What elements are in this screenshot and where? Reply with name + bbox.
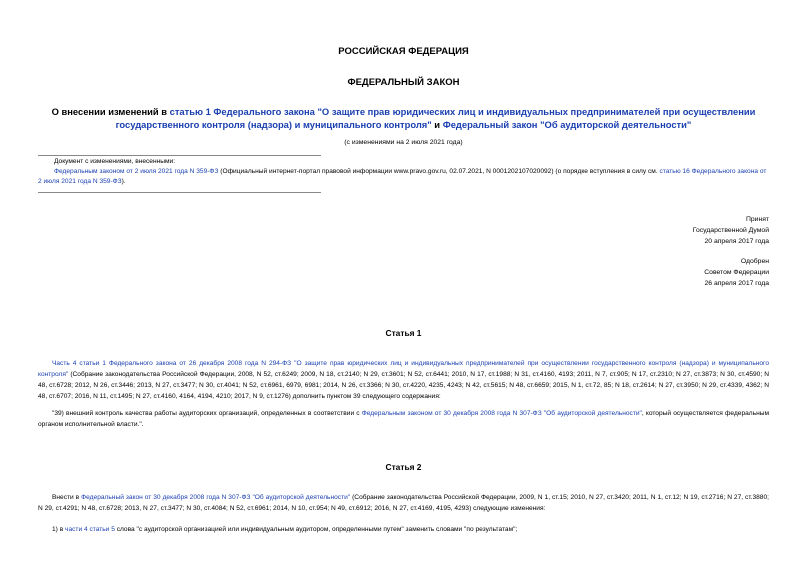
- divider-bottom: [38, 192, 321, 193]
- article2-paragraph1-text: (Собрание законодательства Российской Федерации, 2009, N 1, ст.15; 2010, N 27, ст.3420; 2011, N 1, ст.12; N 19, ст.2716; N 27, ст.3880; N 29, ст.4291; N 48, ст.6728; 2013, N 27, ст.3477; N 30, ст.4084; N 52, ст.6961; 2014, N 10, ст.954; N 49, ст.6912; 2016, N 27, ст.4169, 4195, 4293) следующие изменения:: [38, 494, 769, 512]
- title-mid: и: [431, 119, 443, 130]
- divider-top: [38, 155, 321, 156]
- country-heading: РОССИЙСКАЯ ФЕДЕРАЦИЯ: [338, 46, 469, 57]
- accepted-date: 20 апреля 2017 года: [704, 238, 769, 245]
- edition-note: (с изменениями на 2 июля 2021 года): [344, 139, 463, 146]
- adoption-block: [693, 214, 769, 247]
- approved-label: Одобрен: [740, 258, 769, 265]
- article1-paragraph1-text: (Собрание законодательства Российской Федерации, 2008, N 52, ст.6249; 2009, N 18, ст.2140; N 29, ст.3601; N 52, ст.6441; 2010, N 17, ст.1988; N 31, ст.4160, 4193; 2011, N 7, ст.905; N 17, ст.2310; N 27, ст.3873; N 30, ст.4590; N 48, ст.6728; 2012, N 26, ст.3446; 2013, N 27, ст.3477; N 30, ст.4041; N 52, ст.6961, 6979, 6981; 2014, N 26, ст.3366; N 30, ст.4220, 4235, 4243; N 42, ст.5615; N 48, ст.6659; 2015, N 1, ст.72, 85; N 18, ст.2614; N 27, ст.3950; N 29, ст.4339, 4362; N 48, ст.6707; 2016, N 11, ст.1495; N 27, ст.4160, 4164, 4194, 4210; 2017, N 9, ст.1276) дополнить пунктом 39 следующего содержания:: [38, 371, 769, 400]
- article1-item39-prefix: "39) внешний контроль качества работы аудиторских организаций, определенных в соответствии с: [52, 410, 362, 417]
- approved-by: Советом Федерации: [704, 269, 769, 276]
- changes-end-text: ).: [121, 178, 126, 185]
- approved-date: 26 апреля 2017 года: [704, 280, 769, 287]
- title-link-audit-law[interactable]: Федеральный закон "Об аудиторской деятельности": [442, 119, 692, 130]
- article1-paragraph1: [38, 358, 769, 402]
- accepted-label: Принят: [745, 216, 769, 223]
- article2-part4-article5-link[interactable]: части 4 статьи 5: [65, 526, 115, 533]
- title-link-article1[interactable]: статью 1 Федерального закона "О защите прав юридических лиц и индивидуальных предпринимателей при осуществлении государственного контроля (надзора) и муниципального контроля": [115, 106, 756, 130]
- law-type-heading: ФЕДЕРАЛЬНЫЙ ЗАКОН: [347, 77, 460, 88]
- article2-item1-text: слова "с аудиторской организацией или индивидуальным аудитором, определенными путем" заменить словами "по результатам";: [114, 526, 518, 533]
- document-changes-box: [38, 157, 770, 187]
- document-changes-label: Документ с изменениями, внесенными:: [54, 158, 176, 165]
- article1-paragraph2: [38, 408, 769, 430]
- article2-item1-prefix: 1) в: [52, 526, 66, 533]
- article2-item1: [38, 524, 769, 535]
- article2-heading: Статья 2: [385, 462, 422, 472]
- changes-source-text: (Официальный интернет-портал правовой информации www.pravo.gov.ru, 02.07.2021, N 0001202107020092) (о порядке вступления в силу см.: [218, 168, 660, 175]
- article2-prefix: Внести в: [52, 494, 82, 501]
- document-changes-text: [38, 167, 770, 187]
- article1-law-307-link[interactable]: Федеральным законом от 30 декабря 2008 года N 307-ФЗ "Об аудиторской деятельности": [361, 410, 642, 417]
- article1-law-294-link[interactable]: Часть 4 статьи 1 Федерального закона от 26 декабря 2008 года N 294-ФЗ "О защите прав юридических лиц и индивидуальных предпринимателей при осуществлении государственного контроля (надзора) и муниципального контроля": [38, 360, 769, 378]
- article2-paragraph1: [38, 492, 769, 514]
- changes-law-link[interactable]: Федеральным законом от 2 июля 2021 года N 359-ФЗ: [54, 168, 219, 175]
- article1-item39-suffix: , который осуществляется федеральным органом исполнительной власти.".: [38, 410, 769, 428]
- law-title: [40, 105, 767, 131]
- title-prefix: О внесении изменений в: [51, 106, 170, 117]
- article2-law-307-link[interactable]: Федеральный закон от 30 декабря 2008 года N 307-ФЗ "Об аудиторской деятельности": [81, 494, 351, 501]
- accepted-by: Государственной Думой: [692, 227, 769, 234]
- approval-block: [704, 256, 769, 289]
- article1-heading: Статья 1: [385, 328, 422, 338]
- changes-article-link[interactable]: статью 16 Федерального закона от 2 июля 2021 года N 359-ФЗ: [38, 168, 767, 185]
